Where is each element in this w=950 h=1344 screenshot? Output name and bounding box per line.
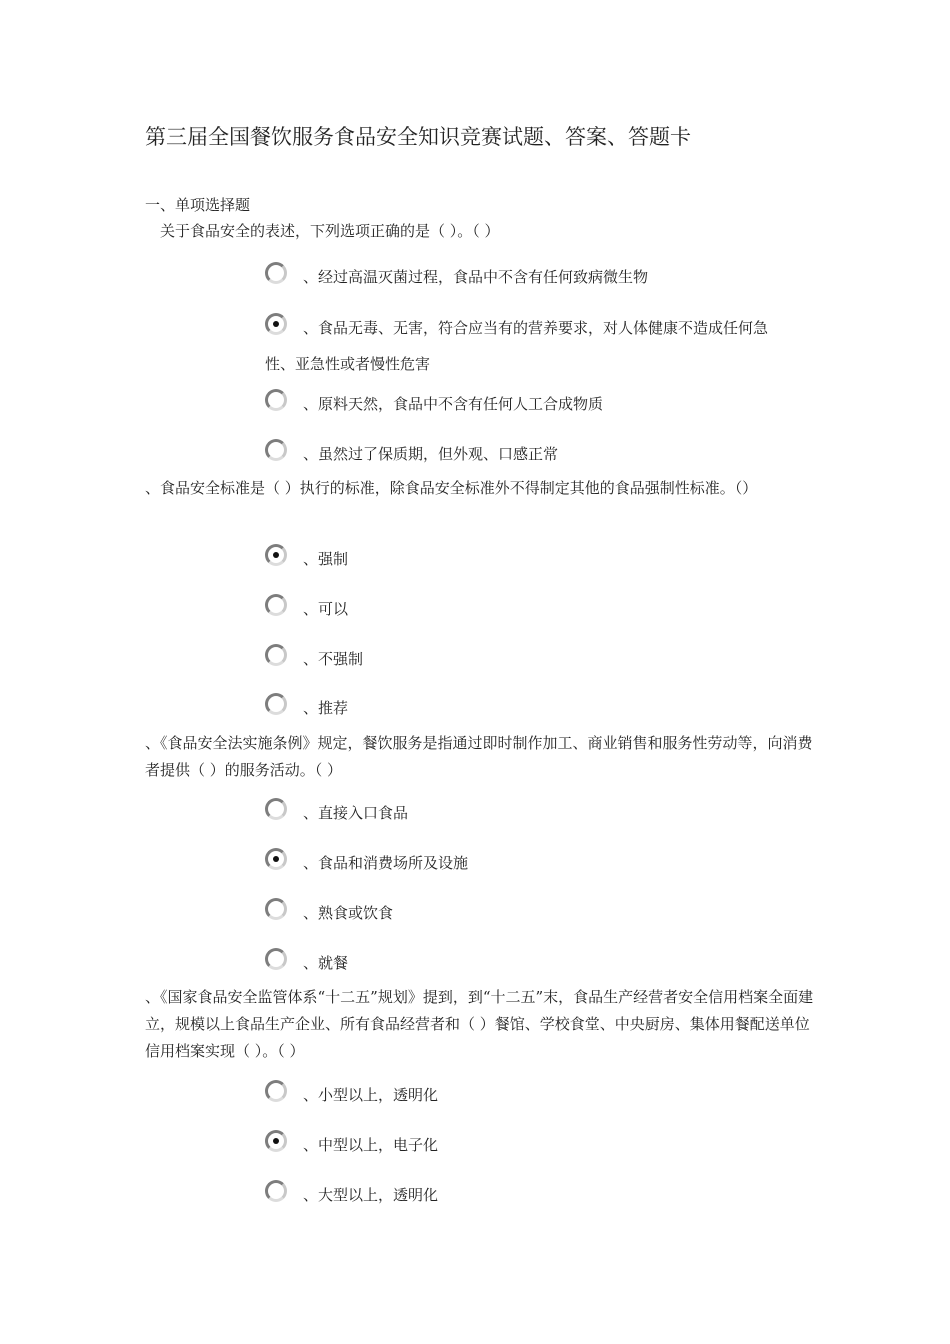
option-label: 、可以 (303, 600, 349, 618)
radio-unchecked-icon[interactable] (265, 798, 287, 820)
radio-checked-icon[interactable] (265, 544, 287, 566)
page-title: 第三届全国餐饮服务食品安全知识竞赛试题、答案、答题卡 (145, 125, 691, 149)
option-label: 、小型以上，透明化 (303, 1086, 439, 1104)
radio-checked-icon[interactable] (265, 1130, 287, 1152)
radio-unchecked-icon[interactable] (265, 948, 287, 970)
option-label: 、食品和消费场所及设施 (303, 854, 469, 872)
option-label: 、虽然过了保质期，但外观、口感正常 (303, 445, 559, 463)
radio-checked-icon[interactable] (265, 848, 287, 870)
radio-unchecked-icon[interactable] (265, 439, 287, 461)
option-label: 、经过高温灭菌过程，食品中不含有任何致病微生物 (303, 268, 649, 286)
question-stem-1: 关于食品安全的表述，下列选项正确的是（ ）。（ ） (160, 222, 500, 240)
option-label: 、中型以上，电子化 (303, 1136, 439, 1154)
radio-unchecked-icon[interactable] (265, 693, 287, 715)
option-label: 、直接入口食品 (303, 804, 409, 822)
radio-unchecked-icon[interactable] (265, 1080, 287, 1102)
radio-unchecked-icon[interactable] (265, 1180, 287, 1202)
option-label: 、熟食或饮食 (303, 904, 394, 922)
question-stem-4: 、《国家食品安全监管体系“十二五”规划》提到，到“十二五”末，食品生产经营者安全信用档案全面建立，规模以上食品生产企业、所有食品经营者和（ ）餐馆、学校食堂、中央厨房、集体用餐配送单位信用档案实现（ ）。（ ） (145, 988, 814, 1060)
question-stem-3: 、《食品安全法实施条例》规定，餐饮服务是指通过即时制作加工、商业销售和服务性劳动等，向消费者提供（ ）的服务活动。（ ） (145, 734, 813, 779)
radio-unchecked-icon[interactable] (265, 262, 287, 284)
option-label: 、强制 (303, 550, 349, 568)
option-label: 、不强制 (303, 650, 364, 668)
radio-unchecked-icon[interactable] (265, 594, 287, 616)
option-label: 、推荐 (303, 699, 349, 717)
question-stem-2: 、食品安全标准是（ ）执行的标准，除食品安全标准外不得制定其他的食品强制性标准。（） (145, 479, 758, 497)
radio-unchecked-icon[interactable] (265, 898, 287, 920)
radio-unchecked-icon[interactable] (265, 389, 287, 411)
option-label: 、就餐 (303, 954, 349, 972)
option-label: 、大型以上，透明化 (303, 1186, 439, 1204)
section-heading: 一、单项选择题 (145, 196, 251, 214)
option-label: 、原料天然，食品中不含有任何人工合成物质 (303, 395, 604, 413)
option-label: 、食品无毒、无害，符合应当有的营养要求，对人体健康不造成任何急性、亚急性或者慢性危害 (265, 319, 769, 373)
radio-unchecked-icon[interactable] (265, 644, 287, 666)
